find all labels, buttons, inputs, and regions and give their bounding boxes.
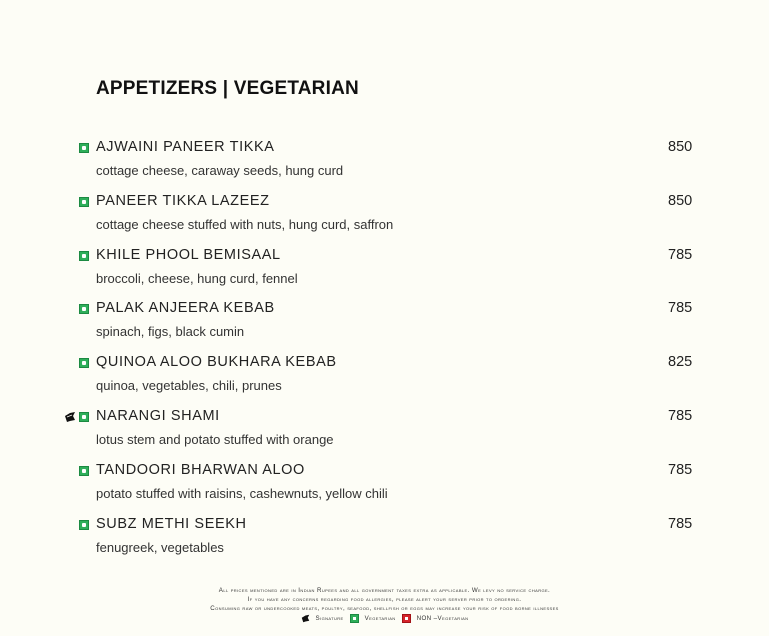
item-description: cottage cheese stuffed with nuts, hung curd, saffron: [96, 216, 394, 232]
vegetarian-icon: [79, 358, 89, 368]
item-name: SUBZ METHI SEEKH: [96, 515, 247, 532]
item-description: spinach, figs, black cumin: [96, 324, 245, 340]
menu-item: [0, 516, 769, 570]
vegetarian-icon: [79, 412, 89, 422]
legend: [0, 614, 769, 623]
item-name: KHILE PHOOL BEMISAAL: [96, 246, 281, 263]
item-name: QUINOA ALOO BUKHARA KEBAB: [96, 354, 337, 371]
footer-prices-note: All prices mentioned are in Indian Rupees and all government taxes extra as applicable. We levy no service charge.: [218, 587, 551, 594]
item-price: 785: [668, 515, 693, 532]
item-price: 785: [668, 407, 693, 424]
vegetarian-icon: [350, 614, 359, 623]
item-description: fenugreek, vegetables: [96, 539, 224, 555]
menu-item: [0, 247, 769, 301]
item-price: 850: [668, 139, 693, 155]
section-title: APPETIZERS | VEGETARIAN: [96, 78, 359, 99]
non-vegetarian-icon: [402, 614, 411, 623]
item-name: PALAK ANJEERA KEBAB: [96, 300, 275, 317]
menu-items-list: [0, 139, 769, 569]
vegetarian-icon: [79, 251, 89, 261]
item-price: 785: [668, 461, 693, 478]
vegetarian-icon: [79, 143, 89, 153]
signature-icon: [64, 411, 76, 423]
item-description: lotus stem and potato stuffed with orange: [96, 431, 334, 447]
item-name: PANEER TIKKA LAZEEZ: [96, 192, 270, 209]
signature-icon: [301, 614, 310, 623]
item-price: 785: [668, 300, 693, 317]
vegetarian-icon: [79, 466, 89, 476]
legend-signature-label: Signature: [315, 614, 344, 622]
item-name: TANDOORI BHARWAN ALOO: [96, 461, 305, 478]
menu-item: [0, 193, 769, 247]
item-description: cottage cheese, caraway seeds, hung curd: [96, 163, 344, 178]
menu-item: [0, 139, 769, 193]
vegetarian-icon: [79, 520, 89, 530]
menu-item: [0, 408, 769, 462]
footer-raw-food-note: Consuming raw or undercooked meats, poultry, seafood, shellfish or eggs may increase your risk of food borne illnesses: [210, 605, 559, 613]
menu-item: [0, 354, 769, 408]
menu-item: [0, 462, 769, 516]
item-price: 825: [668, 354, 693, 371]
item-description: quinoa, vegetables, chili, prunes: [96, 378, 282, 394]
legend-non-vegetarian-label: NON –Vegetarian: [416, 614, 469, 622]
item-price: 785: [668, 246, 693, 263]
item-price: 850: [668, 192, 693, 209]
item-name: AJWAINI PANEER TIKKA: [96, 139, 275, 155]
item-description: potato stuffed with raisins, cashewnuts, yellow chili: [96, 485, 388, 501]
menu-footer: [0, 586, 769, 623]
vegetarian-icon: [79, 304, 89, 314]
footer-allergy-note: If you have any concerns regarding food allergies, please alert your server prior to ordering.: [247, 596, 522, 604]
legend-vegetarian-label: Vegetarian: [364, 614, 396, 622]
vegetarian-icon: [79, 197, 89, 207]
menu-item: [0, 300, 769, 354]
item-name: NARANGI SHAMI: [96, 407, 220, 424]
item-description: broccoli, cheese, hung curd, fennel: [96, 270, 298, 286]
